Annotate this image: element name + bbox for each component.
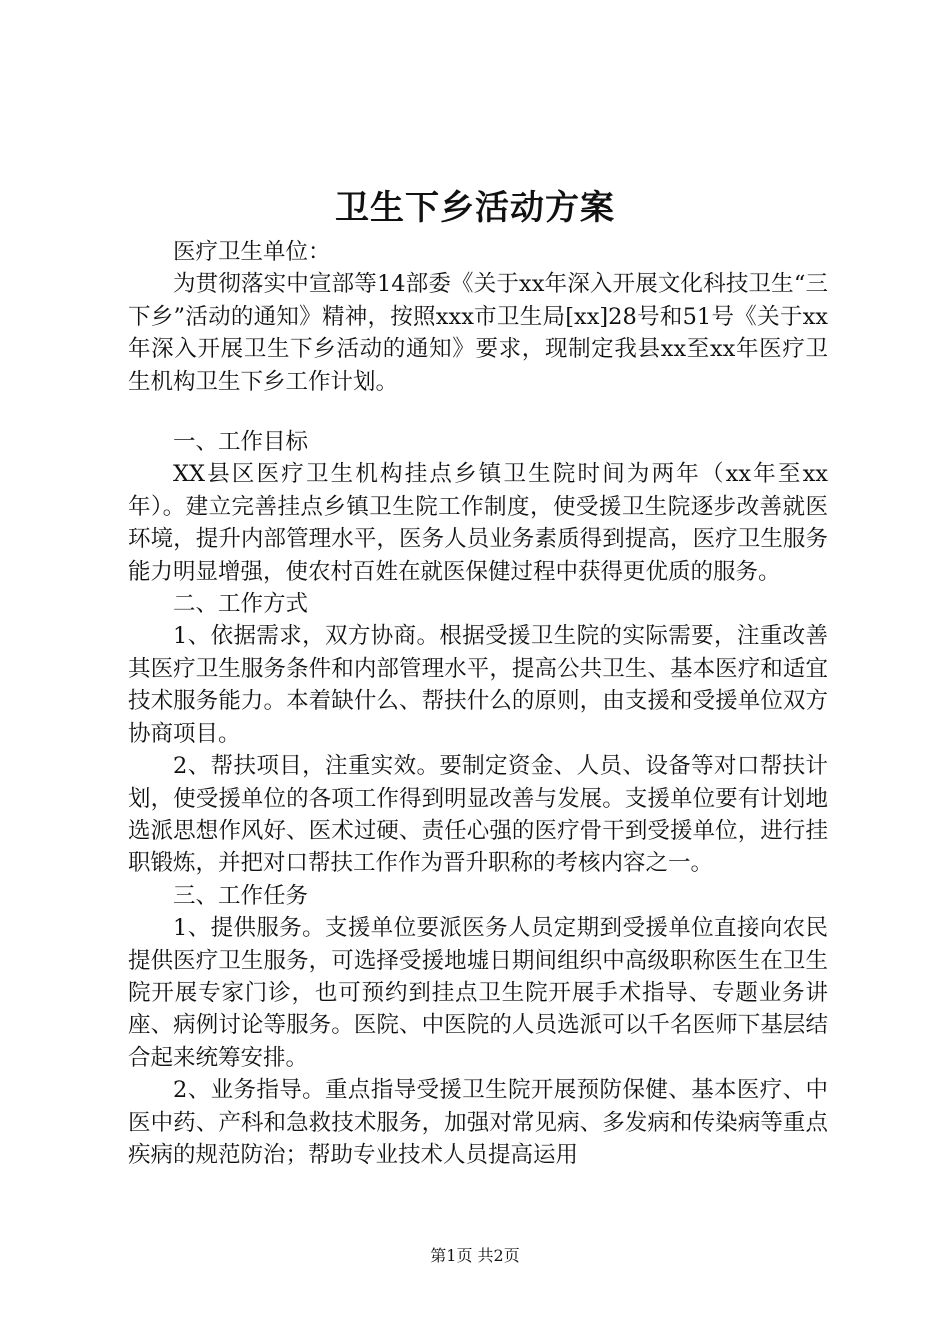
document-title: 卫生下乡活动方案: [335, 188, 615, 228]
document-body: [128, 236, 828, 1171]
paragraph-task-2: 2、业务指导。重点指导受援卫生院开展预防保健、基本医疗、中医中药、产科和急救技术服务，加强对常见病、多发病和传染病等重点疾病的规范防治；帮助专业技术人员提高运用: [128, 1077, 828, 1168]
paragraph-method-1: 1、依据需求，双方协商。根据受援卫生院的实际需要，注重改善其医疗卫生服务条件和内部管理水平，提高公共卫生、基本医疗和适宜技术服务能力。本着缺什么、帮扶什么的原则，由支援和受援单位双方协商项目。: [128, 623, 828, 747]
salutation: 医疗卫生单位：: [173, 239, 331, 265]
section-heading-methods: 二、工作方式: [173, 591, 309, 618]
paragraph-gap: [128, 398, 828, 426]
paragraph-intro: 为贯彻落实中宣部等14部委《关于xx年深入开展文化科技卫生“三下乡”活动的通知》精神，按照xxx市卫生局[xx]28号和51号《关于xx年深入开展卫生下乡活动的通知》要求，现制定我县xx至xx年医疗卫生机构卫生下乡工作计划。: [128, 271, 828, 395]
section-heading-goals: 一、工作目标: [173, 429, 309, 456]
paragraph-goals: XX县区医疗卫生机构挂点乡镇卫生院时间为两年（xx年至xx年）。建立完善挂点乡镇卫生院工作制度，使受援卫生院逐步改善就医环境，提升内部管理水平，医务人员业务素质得到提高，医疗卫生服务能力明显增强，使农村百姓在就医保健过程中获得更优质的服务。: [128, 461, 828, 585]
page-number: 第1页 共2页: [430, 1246, 520, 1265]
section-heading-tasks: 三、工作任务: [173, 882, 309, 909]
paragraph-task-1: 1、提供服务。支援单位要派医务人员定期到受援单位直接向农民提供医疗卫生服务，可选择受援地墟日期间组织中高级职称医生在卫生院开展专家门诊，也可预约到挂点卫生院开展手术指导、专题业务讲座、病例讨论等服务。医院、中医院的人员选派可以千名医师下基层结合起来统筹安排。: [128, 915, 828, 1071]
paragraph-method-2: 2、帮扶项目，注重实效。要制定资金、人员、设备等对口帮扶计划，使受援单位的各项工作得到明显改善与发展。支援单位要有计划地选派思想作风好、医术过硬、责任心强的医疗骨干到受援单位，进行挂职锻炼，并把对口帮扶工作作为晋升职称的考核内容之一。: [128, 753, 828, 877]
